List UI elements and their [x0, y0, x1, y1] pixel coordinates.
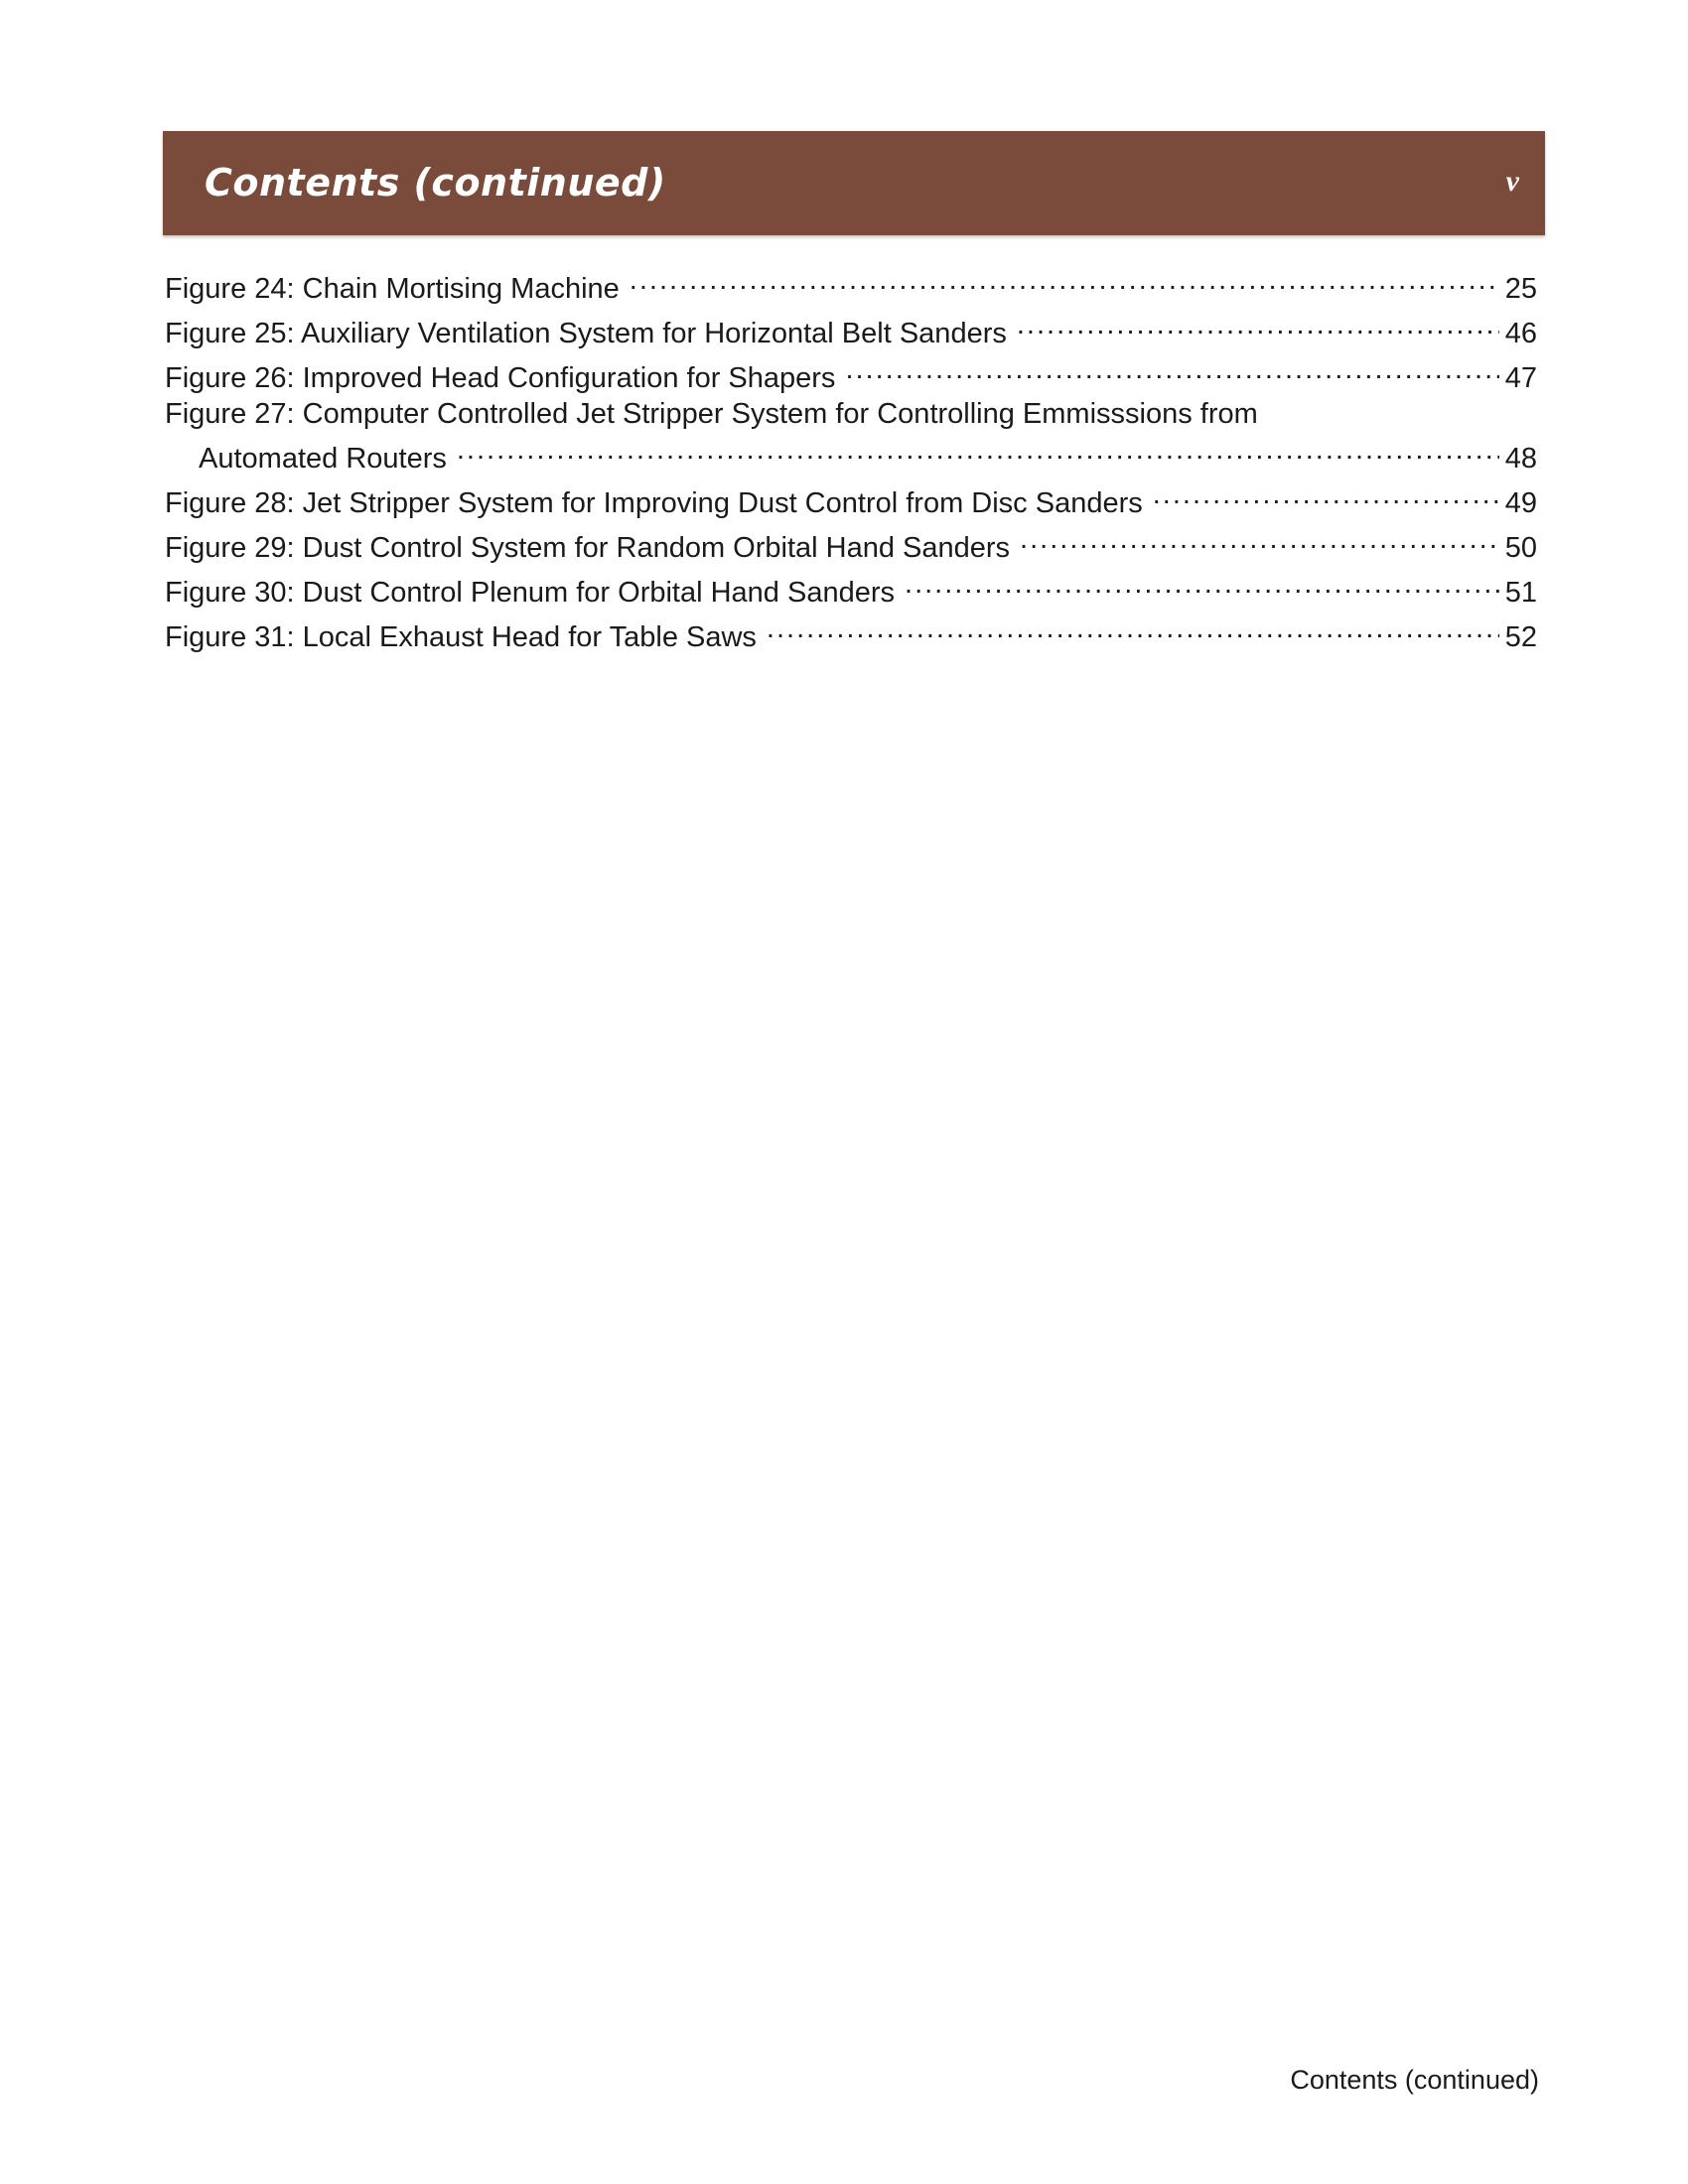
toc-entry-label: Figure 28: Jet Stripper System for Improving Dust Control from Disc Sanders — [165, 487, 1143, 519]
toc-entry-page: 51 — [1504, 577, 1537, 609]
toc-entry-label: Figure 29: Dust Control System for Random Orbital Hand Sanders — [165, 532, 1011, 564]
toc-entry-figure-28[interactable] — [165, 477, 1537, 521]
toc-entry-label-line1: Figure 27: Computer Controlled Jet Stripper System for Controlling Emmisssions from — [165, 398, 1258, 430]
dot-leader — [630, 262, 1499, 298]
toc-entry-label: Figure 26: Improved Head Configuration for Shapers — [165, 362, 836, 394]
dot-leader — [767, 611, 1499, 646]
page-numeral: v — [1505, 165, 1519, 198]
dot-leader — [1020, 521, 1499, 557]
toc-entry-page: 52 — [1504, 621, 1537, 653]
toc-entry-page: 47 — [1504, 362, 1537, 394]
dot-leader — [905, 566, 1499, 602]
toc-entry-continuation — [165, 432, 1537, 477]
dot-leader — [457, 432, 1499, 468]
toc-entry-figure-31[interactable] — [165, 611, 1537, 655]
toc-entry-figure-30[interactable] — [165, 566, 1537, 611]
dot-leader — [845, 351, 1498, 387]
toc-entry-label: Figure 31: Local Exhaust Head for Table Saws — [165, 621, 757, 653]
toc-entry-figure-29[interactable] — [165, 521, 1537, 566]
toc-entry-page: 49 — [1504, 487, 1537, 519]
toc-entry-label: Figure 24: Chain Mortising Machine — [165, 273, 620, 305]
toc-entry-label: Figure 30: Dust Control Plenum for Orbital Hand Sanders — [165, 577, 896, 609]
page-title: Contents (continued) — [205, 161, 666, 205]
toc-entry-figure-26[interactable] — [165, 351, 1537, 396]
page-footer: Contents (continued) — [1290, 2065, 1539, 2095]
toc-entry-figure-27[interactable] — [165, 396, 1537, 477]
toc-entry-label: Figure 25: Auxiliary Ventilation System for Horizontal Belt Sanders — [165, 318, 1007, 349]
toc-entry-figure-24[interactable] — [165, 262, 1537, 307]
table-of-contents — [165, 262, 1537, 655]
dot-leader — [1017, 307, 1499, 342]
contents-header-bar — [163, 131, 1545, 235]
toc-entry-page: 50 — [1504, 532, 1537, 564]
toc-entry-figure-25[interactable] — [165, 307, 1537, 351]
toc-entry-label-line2: Automated Routers — [199, 443, 447, 475]
toc-entry-page: 25 — [1504, 273, 1537, 305]
toc-entry-page: 46 — [1504, 318, 1537, 349]
toc-entry-page: 48 — [1504, 443, 1537, 475]
dot-leader — [1153, 477, 1499, 512]
